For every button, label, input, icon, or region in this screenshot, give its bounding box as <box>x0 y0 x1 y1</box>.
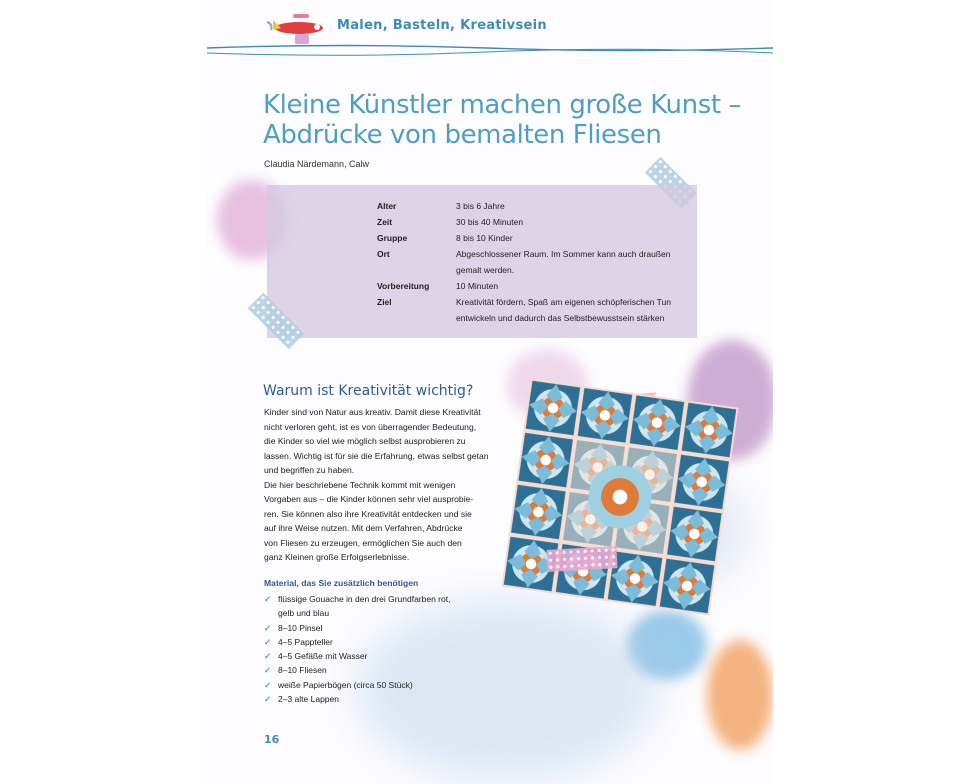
article-title <box>263 90 743 150</box>
info-label: Zeit <box>377 217 393 227</box>
info-label: Gruppe <box>377 233 408 243</box>
washi-tape <box>546 546 617 572</box>
page-number: 16 <box>264 733 280 746</box>
checkmark-icon: ✓ <box>264 694 272 705</box>
list-item <box>264 678 524 692</box>
info-label: Alter <box>377 201 397 211</box>
info-value: 10 Minuten <box>456 281 499 291</box>
list-item <box>264 621 524 635</box>
body-line: auf ihre Weise nutzen. Mit dem Verfahren, Abdrücke <box>264 523 463 533</box>
title-line: Kleine Künstler machen große Kunst – <box>263 90 742 120</box>
checkmark-icon: ✓ <box>264 679 272 690</box>
list-item-text: 2–3 alte Lappen <box>278 694 339 705</box>
list-item-text: 8–10 Pinsel <box>278 622 323 633</box>
info-value: 8 bis 10 Kinder <box>456 233 513 243</box>
checkmark-icon: ✓ <box>264 665 272 676</box>
body-line: nicht verloren geht, ist es von überragender Bedeutung, <box>264 421 477 432</box>
info-box <box>267 185 697 338</box>
list-item <box>264 692 524 706</box>
body-line: ganz Kleinen große Erfolgserlebnisse. <box>264 552 410 562</box>
running-header: Malen, Basteln, Kreativsein <box>337 18 547 33</box>
materials-heading: Material, das Sie zusätzlich benötigen <box>264 578 419 588</box>
list-item-text: 4–5 Pappteller <box>278 636 333 647</box>
checkmark-icon: ✓ <box>264 594 272 604</box>
title-line: Abdrücke von bemalten Fliesen <box>263 120 662 150</box>
body-text <box>264 405 524 565</box>
list-item-text: gelb und blau <box>278 608 330 619</box>
info-label: Ziel <box>377 297 392 307</box>
body-line: Kinder sind von Natur aus kreativ. Damit diese Kreativität <box>264 407 481 417</box>
info-value: 30 bis 40 Minuten <box>456 217 524 227</box>
body-line: und begriffen zu haben. <box>264 465 355 475</box>
info-value-line: entwickeln und dadurch das Selbstbewusstsein stärken <box>456 313 665 323</box>
body-line: Die hier beschriebene Technik kommt mit wenigen <box>264 479 456 490</box>
body-line: von Fliesen zu erzeugen, ermöglichen Sie auch den <box>264 537 462 548</box>
info-value <box>456 294 706 326</box>
info-value-line: Abgeschlossener Raum. Im Sommer kann auch draußen <box>456 249 671 259</box>
checkmark-icon: ✓ <box>264 651 272 662</box>
painted-tiles-image <box>501 378 738 615</box>
info-value-line: gemalt werden. <box>456 265 515 275</box>
list-item <box>264 592 524 621</box>
checkmark-icon: ✓ <box>264 622 272 633</box>
watercolor-splash <box>707 640 773 750</box>
list-item-text: 8–10 Fliesen <box>278 665 327 676</box>
info-label: Vorbereitung <box>377 281 430 291</box>
list-item-text: flüssige Gouache in den drei Grundfarben rot, <box>278 594 451 604</box>
book-page <box>207 0 773 784</box>
list-item-text: 4–5 Gefäße mit Wasser <box>278 651 368 662</box>
info-label: Ort <box>377 249 390 259</box>
list-item-text: weiße Papierbögen (circa 50 Stück) <box>278 679 413 690</box>
body-line: ren. Sie können also ihre Kreativität entdecken und sie <box>264 508 472 519</box>
list-item <box>264 635 524 649</box>
info-value-line: Kreativität fördern, Spaß am eigenen schöpferischen Tun <box>456 297 671 307</box>
list-item <box>264 663 524 677</box>
body-line: lassen. Wichtig ist für sie die Erfahrung, etwas selbst getan <box>264 450 489 461</box>
list-item <box>264 649 524 663</box>
header-wave-line <box>207 40 773 62</box>
body-line: die Kinder so viel wie möglich selbst ausprobieren zu <box>264 436 466 446</box>
body-line: Vorgaben aus – die Kinder können sehr viel ausprobie- <box>264 494 474 504</box>
section-heading: Warum ist Kreativität wichtig? <box>263 383 474 399</box>
checkmark-icon: ✓ <box>264 636 272 647</box>
info-value <box>456 246 706 278</box>
info-value: 3 bis 6 Jahre <box>456 201 505 211</box>
materials-list <box>264 592 524 706</box>
author: Claudia Närdemann, Calw <box>264 159 370 169</box>
